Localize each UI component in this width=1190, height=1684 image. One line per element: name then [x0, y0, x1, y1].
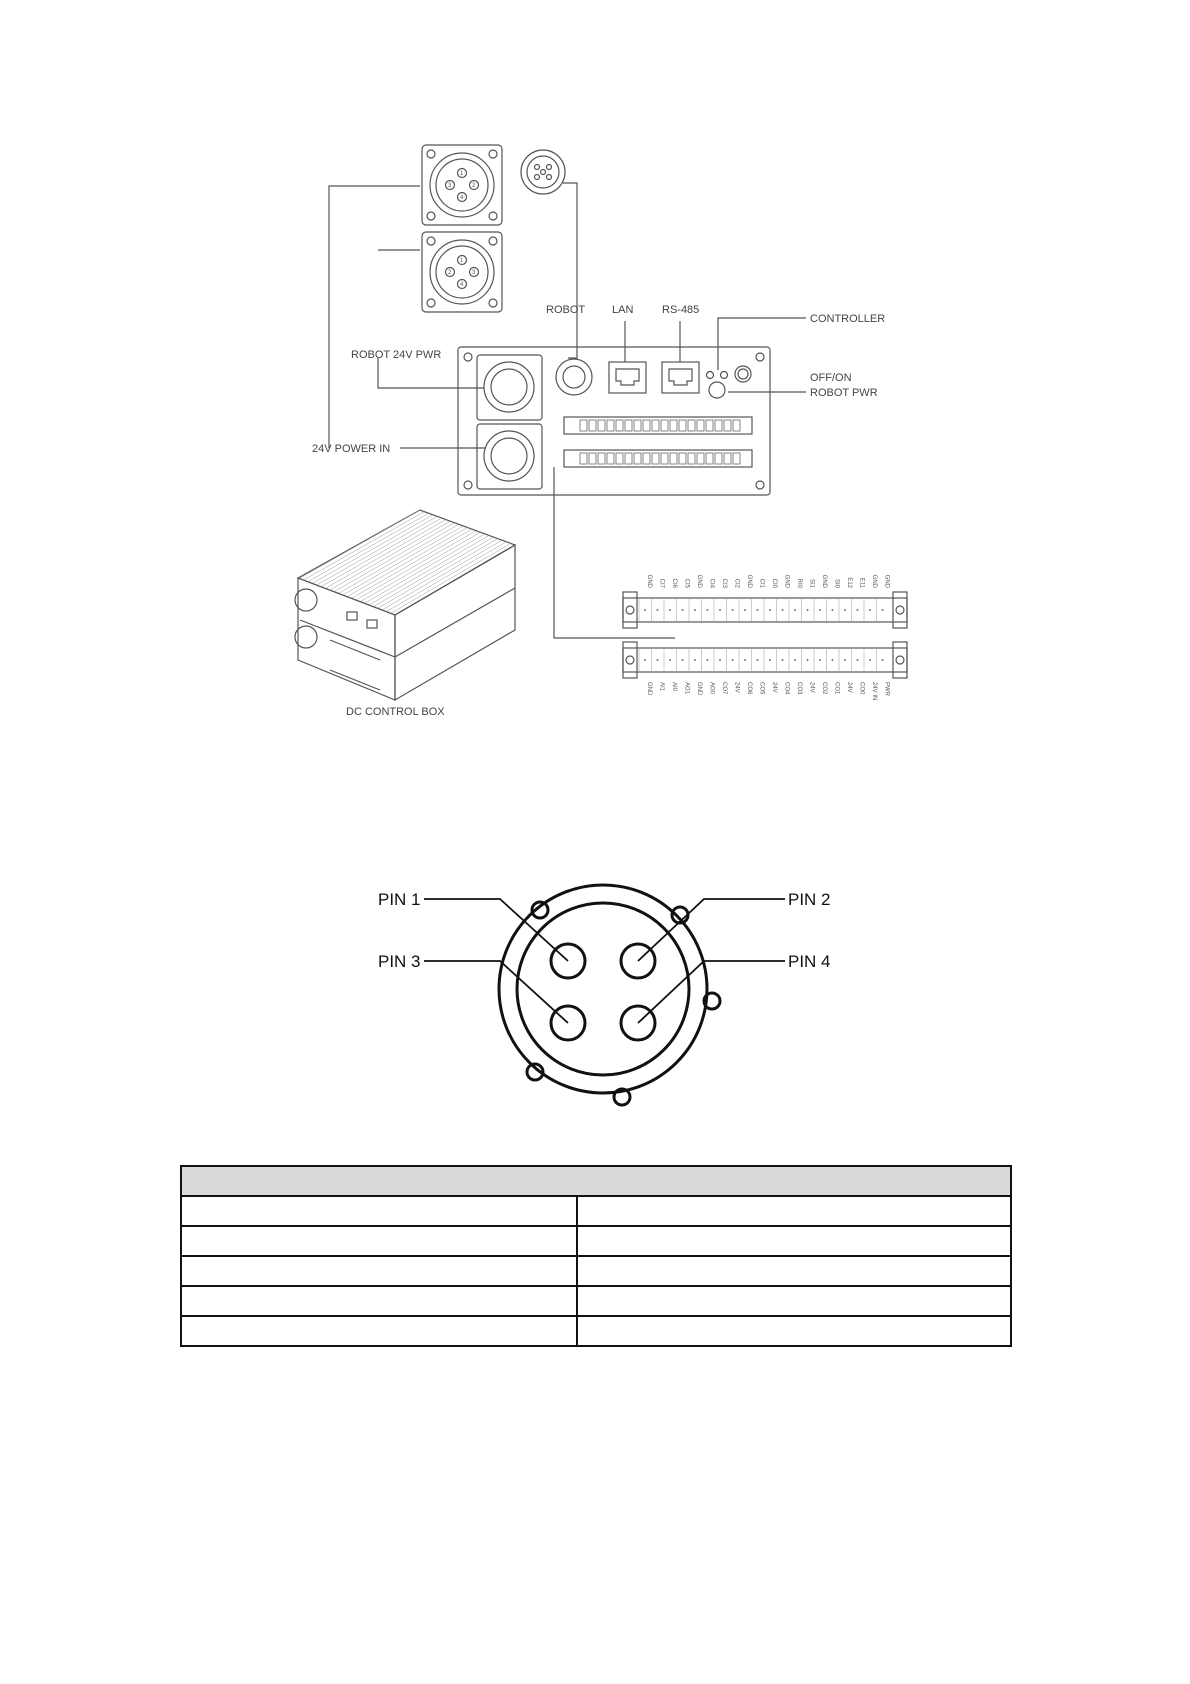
terminal-label: GND — [696, 682, 702, 696]
table-cell — [577, 1226, 1011, 1256]
terminal-label: AI1 — [658, 682, 665, 692]
pin-number: 3 — [448, 183, 452, 189]
table-cell — [181, 1226, 577, 1256]
label-pin-3: PIN 3 — [378, 952, 421, 971]
terminal-label: GND — [871, 574, 877, 588]
table-cell — [181, 1316, 577, 1346]
terminal-label: SI0 — [833, 578, 840, 588]
table-header-row — [181, 1166, 1011, 1196]
terminal-label: CO0 — [858, 682, 865, 695]
terminal-label: GND — [821, 574, 827, 588]
table-cell — [181, 1256, 577, 1286]
label-dc-control-box: DC CONTROL BOX — [346, 706, 445, 718]
pin-number: 3 — [472, 270, 476, 276]
terminal-label: CI7 — [658, 578, 665, 588]
terminal-label: AI0 — [671, 682, 677, 692]
terminal-label: 24V — [733, 682, 740, 693]
table-row — [181, 1256, 1011, 1286]
terminal-label: GND — [883, 574, 890, 588]
terminal-label: E11 — [858, 577, 865, 588]
pin-number: 4 — [460, 195, 464, 201]
label-24v-power-in: 24V POWER IN — [312, 443, 391, 455]
terminal-label: 24V IN — [871, 682, 877, 701]
terminal-label: CO2 — [821, 682, 827, 695]
terminal-label: CO7 — [721, 682, 727, 695]
table-cell — [577, 1286, 1011, 1316]
pin-leader-lines — [424, 899, 785, 1023]
terminal-label: CO1 — [833, 682, 840, 695]
terminal-label: 24V — [808, 682, 815, 693]
label-robot: ROBOT — [546, 304, 586, 316]
label-offon: OFF/ON — [810, 372, 852, 384]
label-robot-pwr: ROBOT PWR — [810, 387, 878, 399]
table-row — [181, 1196, 1011, 1226]
terminal-label: CI2 — [733, 578, 740, 588]
terminal-label: CO6 — [746, 682, 752, 695]
pin-number: 2 — [448, 270, 452, 276]
terminal-label: GND — [783, 574, 790, 588]
table-cell — [181, 1286, 577, 1316]
pin-definition-table — [180, 1165, 1012, 1347]
terminal-label: 24V — [771, 682, 777, 693]
label-rs485: RS-485 — [662, 304, 700, 316]
terminal-label: 24V — [846, 682, 852, 693]
terminal-label: CO5 — [758, 682, 765, 695]
label-lan: LAN — [612, 304, 634, 316]
terminal-label: CI5 — [683, 578, 690, 588]
table-row — [181, 1286, 1011, 1316]
pin-number: 4 — [460, 282, 464, 288]
table-row — [181, 1316, 1011, 1346]
label-pin-4: PIN 4 — [788, 952, 831, 971]
terminal-label: PWR — [883, 682, 890, 696]
table-header — [181, 1166, 1011, 1196]
terminal-label: GND — [646, 574, 652, 588]
terminal-label: CI3 — [721, 578, 727, 588]
connector-outer-shell — [499, 885, 720, 1105]
terminal-label: GND — [746, 574, 752, 588]
terminal-label: AO0 — [708, 682, 715, 695]
terminal-label: CO3 — [796, 682, 802, 695]
terminal-label: CI4 — [708, 578, 715, 588]
terminal-label: E12 — [846, 577, 852, 588]
label-controller: CONTROLLER — [810, 313, 886, 325]
terminal-label: CO4 — [783, 682, 790, 695]
table-cell — [181, 1196, 577, 1226]
terminal-label: CI6 — [671, 578, 677, 588]
terminal-label: AO1 — [683, 682, 690, 695]
label-pin-1: PIN 1 — [378, 890, 421, 909]
pin-number: 2 — [472, 183, 476, 189]
terminal-label: CI1 — [758, 578, 765, 588]
terminal-label: RI0 — [796, 578, 802, 588]
table-row — [181, 1226, 1011, 1256]
label-robot-24v-pwr: ROBOT 24V PWR — [351, 349, 442, 361]
table-cell — [577, 1316, 1011, 1346]
table-cell — [577, 1256, 1011, 1286]
terminal-label: GND — [646, 682, 652, 696]
terminal-label: GND — [696, 574, 702, 588]
terminal-label: CI0 — [771, 578, 777, 588]
label-pin-2: PIN 2 — [788, 890, 831, 909]
table-cell — [577, 1196, 1011, 1226]
pin-number: 1 — [460, 171, 464, 177]
terminal-label: SI1 — [808, 578, 815, 588]
pin-number: 1 — [460, 258, 464, 264]
